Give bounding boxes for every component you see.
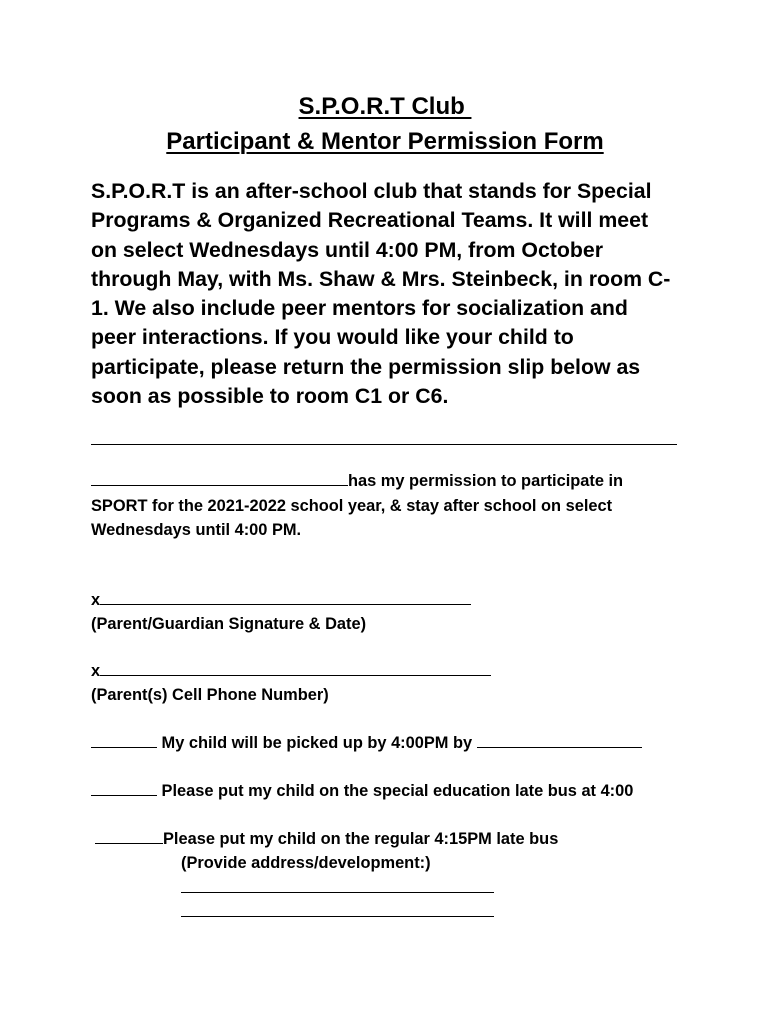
form-subtitle: Participant & Mentor Permission Form <box>166 128 604 155</box>
intro-line: peer interactions. If you would like your child to <box>91 325 574 350</box>
child-name-blank[interactable] <box>91 471 348 486</box>
intro-line: participate, please return the permission slip below as <box>91 354 641 379</box>
address-prompt: (Provide address/development:) <box>181 854 431 872</box>
pickup-person-blank[interactable] <box>477 733 642 748</box>
address-line-2[interactable] <box>181 916 494 917</box>
intro-line: S.P.O.R.T is an after-school club that stands for Special <box>91 179 652 203</box>
permission-line-2: SPORT for the 2021-2022 school year, & stay after school on select <box>91 496 613 515</box>
intro-line: soon as possible to room C1 or C6. <box>91 384 449 409</box>
phone-blank[interactable] <box>100 661 491 676</box>
regular-bus-check-blank[interactable] <box>95 829 163 844</box>
intro-line: Programs & Organized Recreational Teams. It will meet <box>91 208 649 233</box>
permission-line-1: has my permission to participate in <box>348 472 624 490</box>
phone-field <box>91 659 491 683</box>
cut-line-divider <box>91 444 677 445</box>
pickup-option-text: My child will be picked up by 4:00PM by <box>157 734 477 752</box>
sped-bus-option <box>91 779 633 803</box>
regular-bus-option <box>95 827 558 851</box>
intro-paragraph <box>91 177 691 411</box>
signature-blank[interactable] <box>100 590 471 605</box>
pickup-option <box>91 731 642 755</box>
intro-line: 1. We also include peer mentors for socialization and <box>91 296 628 321</box>
permission-line-3: Wednesdays until 4:00 PM. <box>91 521 302 539</box>
permission-statement <box>91 469 711 543</box>
signature-field <box>91 588 471 612</box>
phone-prefix: x <box>91 662 101 680</box>
address-line-1[interactable] <box>181 892 494 893</box>
regular-bus-option-text: Please put my child on the regular 4:15PM late bus <box>163 830 559 848</box>
page-title: S.P.O.R.T Club <box>298 93 472 120</box>
sped-bus-option-text: Please put my child on the special education late bus at 4:00 <box>157 782 634 800</box>
intro-line: through May, with Ms. Shaw & Mrs. Steinbeck, in room C- <box>91 266 671 291</box>
signature-prefix: x <box>91 591 101 609</box>
phone-label: (Parent(s) Cell Phone Number) <box>91 686 329 704</box>
intro-line: on select Wednesdays until 4:00 PM, from October <box>91 237 604 262</box>
signature-label: (Parent/Guardian Signature & Date) <box>91 615 367 633</box>
pickup-check-blank[interactable] <box>91 733 157 748</box>
sped-bus-check-blank[interactable] <box>91 781 157 796</box>
